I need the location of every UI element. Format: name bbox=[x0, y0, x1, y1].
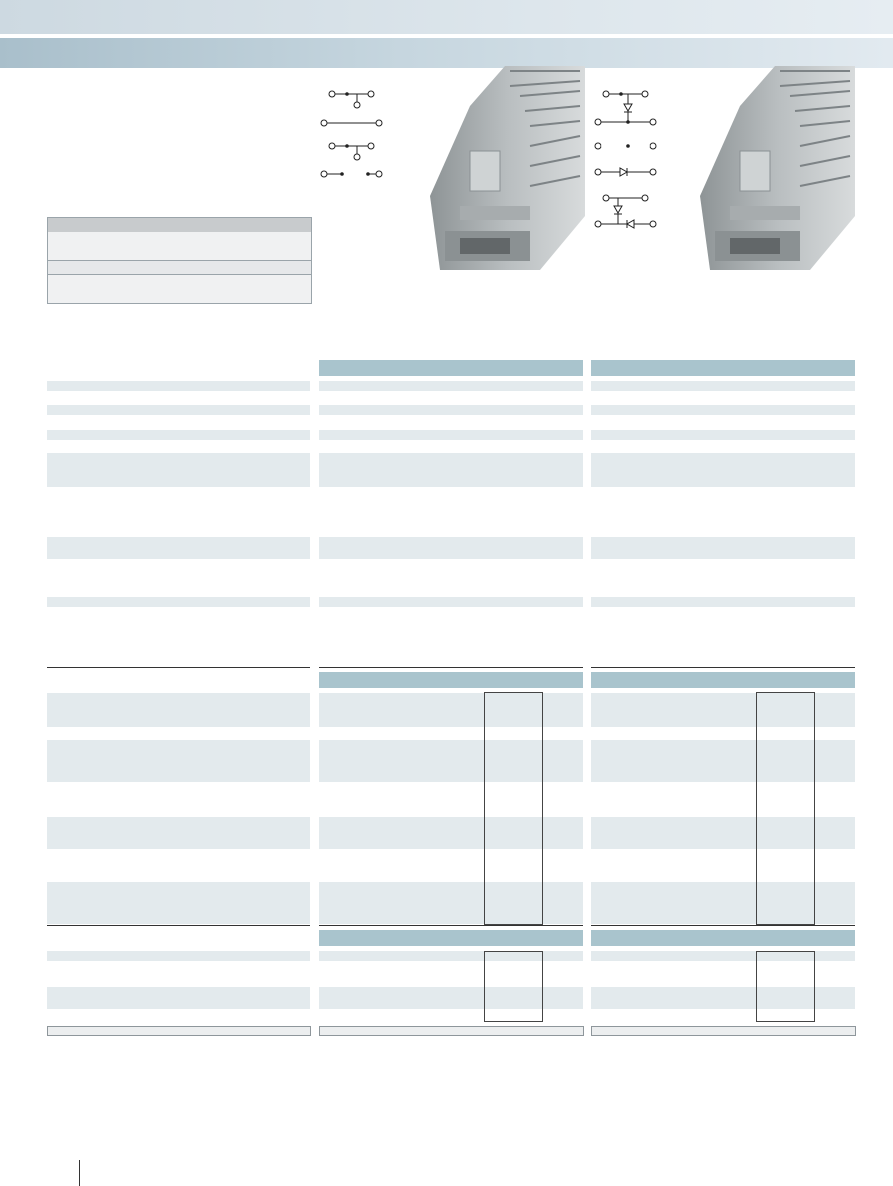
table-cell bbox=[319, 597, 583, 607]
table-row-label bbox=[47, 381, 310, 391]
table-row-label bbox=[47, 987, 310, 1009]
table-divider bbox=[319, 925, 583, 926]
info-box-row bbox=[48, 261, 311, 275]
table-cell bbox=[591, 381, 855, 391]
table-cell bbox=[319, 430, 583, 440]
table-row-label bbox=[47, 430, 310, 440]
table-cell bbox=[319, 453, 583, 487]
table-cell bbox=[591, 453, 855, 487]
order-code-box bbox=[484, 951, 543, 1022]
table-header-col2 bbox=[591, 360, 855, 376]
table-divider bbox=[47, 925, 310, 926]
table-divider bbox=[591, 667, 855, 668]
table-cell bbox=[319, 951, 583, 961]
table-cell bbox=[591, 430, 855, 440]
footer-row bbox=[591, 1026, 856, 1036]
table-row-label bbox=[47, 951, 310, 961]
table-cell bbox=[591, 693, 855, 727]
table-header-col1 bbox=[319, 930, 583, 946]
footer-row bbox=[47, 1026, 311, 1036]
table-row-label bbox=[47, 597, 310, 607]
table-cell bbox=[591, 951, 855, 961]
order-code-box bbox=[756, 692, 815, 925]
table-divider bbox=[319, 667, 583, 668]
table-cell bbox=[319, 817, 583, 849]
table-cell bbox=[319, 381, 583, 391]
table-cell bbox=[591, 882, 855, 924]
table-cell bbox=[591, 740, 855, 782]
table-row-label bbox=[47, 693, 310, 727]
table-divider bbox=[591, 925, 855, 926]
order-code-box bbox=[756, 951, 815, 1022]
table-cell bbox=[319, 405, 583, 415]
order-code-box bbox=[484, 692, 543, 925]
table-row-label bbox=[47, 882, 310, 924]
table-header-col1 bbox=[319, 672, 583, 688]
schematic-diode-icon bbox=[592, 88, 660, 230]
table-header-col2 bbox=[591, 672, 855, 688]
info-box-header bbox=[48, 218, 311, 232]
info-box-row bbox=[48, 232, 311, 261]
table-cell bbox=[591, 537, 855, 559]
table-cell bbox=[319, 740, 583, 782]
page-number-divider bbox=[79, 1160, 80, 1186]
schematic-disconnect-icon bbox=[318, 88, 386, 180]
section-title-band bbox=[0, 38, 893, 68]
table-cell bbox=[319, 537, 583, 559]
terminal-block-photo-right bbox=[700, 66, 855, 270]
table-cell bbox=[319, 987, 583, 1009]
info-box bbox=[47, 217, 312, 304]
table-cell bbox=[591, 987, 855, 1009]
table-header-col1 bbox=[319, 360, 583, 376]
table-cell bbox=[319, 882, 583, 924]
table-row-label bbox=[47, 405, 310, 415]
table-row-label bbox=[47, 537, 310, 559]
table-cell bbox=[591, 405, 855, 415]
table-row-label bbox=[47, 453, 310, 487]
table-cell bbox=[591, 597, 855, 607]
table-row-label bbox=[47, 817, 310, 849]
table-cell bbox=[591, 817, 855, 849]
table-cell bbox=[319, 693, 583, 727]
table-row-label bbox=[47, 740, 310, 782]
table-header-col2 bbox=[591, 930, 855, 946]
table-divider bbox=[47, 667, 310, 668]
page-header-band bbox=[0, 0, 893, 34]
footer-row bbox=[319, 1026, 584, 1036]
terminal-block-photo-left bbox=[430, 66, 585, 270]
